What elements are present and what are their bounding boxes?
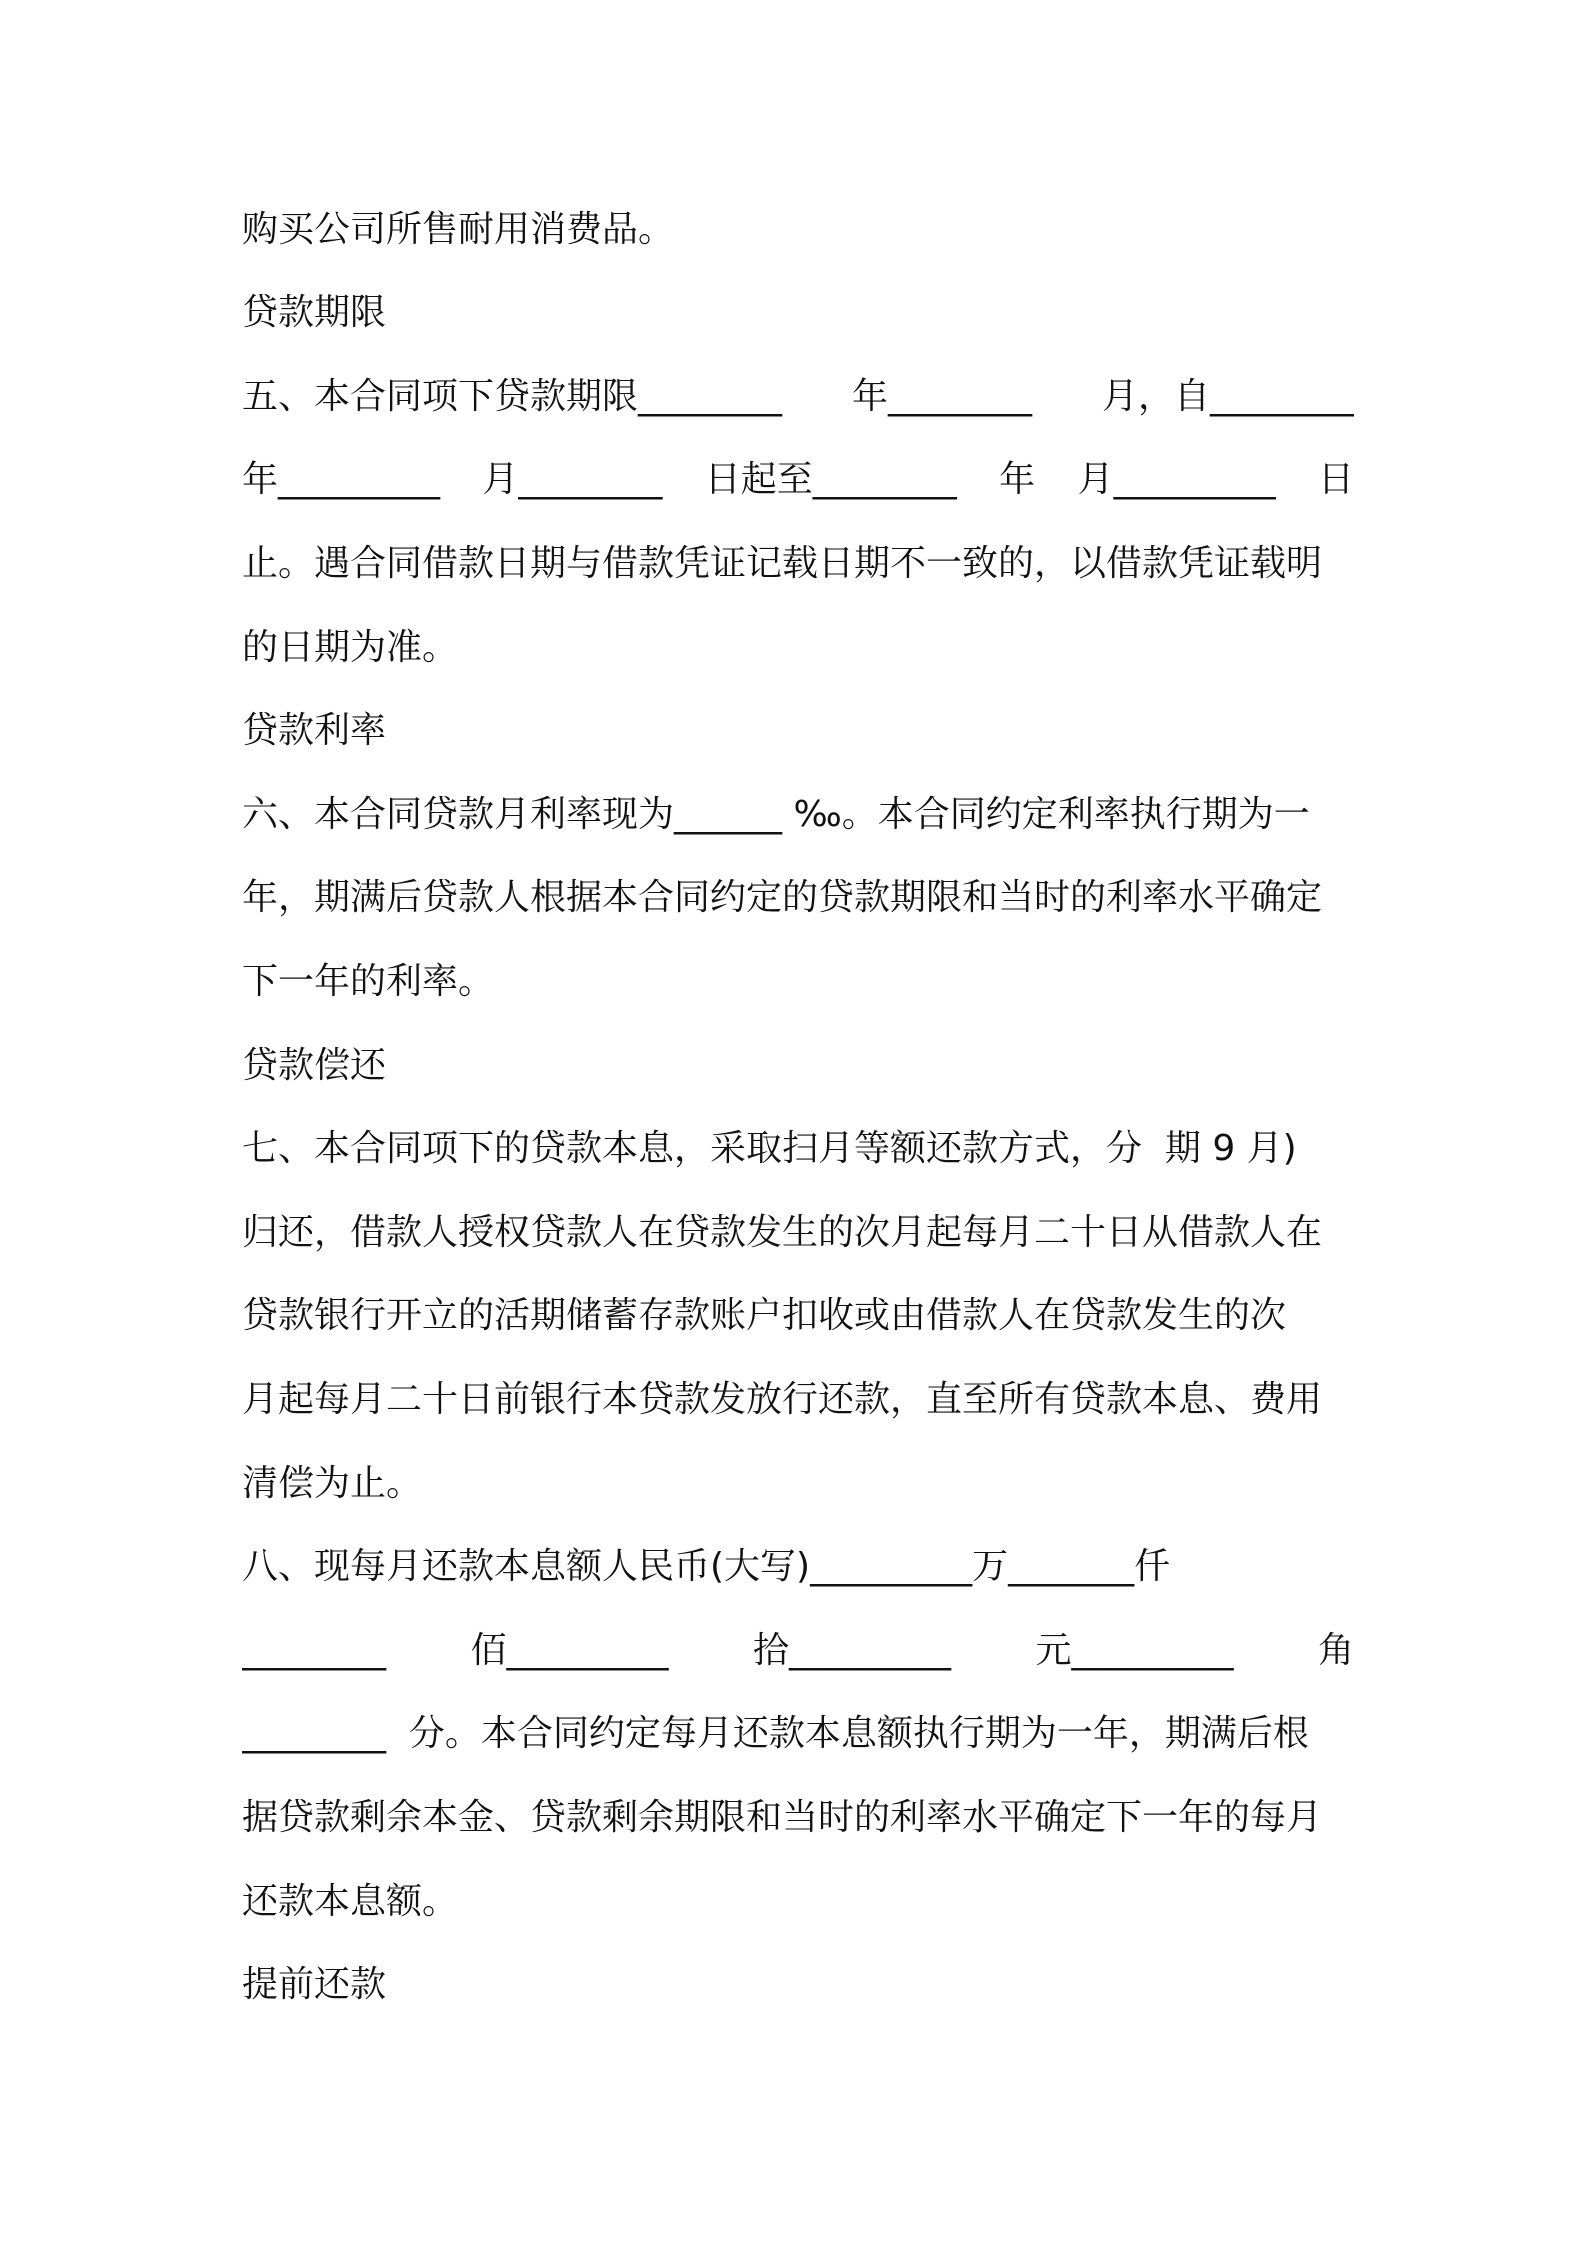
text-segment: 月________ [482,459,663,500]
text-line: 止。遇合同借款日期与借款凭证记载日期不一致的，以借款凭证载明 [242,543,1323,584]
text-segment: 角 [1317,1630,1354,1671]
text-segment: 佰_________ [470,1630,669,1671]
text-line: 归还，借款人授权贷款人在贷款发生的次月起每月二十日从借款人在 [242,1212,1323,1253]
text-segment: 元_________ [1035,1630,1234,1671]
section-heading: 贷款期限 [242,292,387,333]
text-segment: 月，自________ [1101,376,1354,417]
text-line: 贷款银行开立的活期储蓄存款账户扣收或由借款人在贷款发生的次 [242,1295,1287,1336]
text-line: 购买公司所售耐用消费品。 [242,209,675,250]
text-line: 的日期为准。 [242,627,459,668]
text-line: 据贷款剩余本金、贷款剩余期限和当时的利率水平确定下一年的每月 [242,1797,1323,1838]
text-segment: 五、本合同项下贷款期限________ [242,376,783,417]
text-line: ________ 分。本合同约定每月还款本息额执行期为一年，期满后根 [242,1713,1309,1754]
text-line: 年，期满后贷款人根据本合同约定的贷款期限和当时的利率水平确定 [242,877,1323,918]
text-line: 六、本合同贷款月利率现为______ ‰。本合同约定利率执行期为一 [242,794,1310,835]
text-line: 月起每月二十日前银行本贷款发放行还款，直至所有贷款本息、费用 [242,1379,1323,1420]
text-segment: 年________ [851,376,1032,417]
text-segment: ________ [242,1630,386,1671]
text-segment: 年_________ [242,459,441,500]
text-line [242,451,1354,509]
text-segment: 拾_________ [752,1630,951,1671]
text-segment: 日 [1317,459,1354,500]
section-heading: 贷款偿还 [242,1045,387,1086]
text-line [242,1622,1354,1680]
text-line [242,368,1354,426]
text-line: 清偿为止。 [242,1463,423,1504]
text-segment: 年 [999,459,1036,500]
text-line: 七、本合同项下的贷款本息，采取扫月等额还款方式，分 期 9 月) [242,1128,1297,1169]
text-line: 还款本息额。 [242,1881,459,1922]
text-segment: 月_________ [1077,459,1276,500]
section-heading: 贷款利率 [242,710,387,751]
text-line: 八、现每月还款本息额人民币(大写)_________万_______仟 [242,1546,1171,1587]
section-heading: 提前还款 [242,1964,387,2005]
text-line: 下一年的利率。 [242,961,495,1002]
text-segment: 日起至________ [704,459,957,500]
